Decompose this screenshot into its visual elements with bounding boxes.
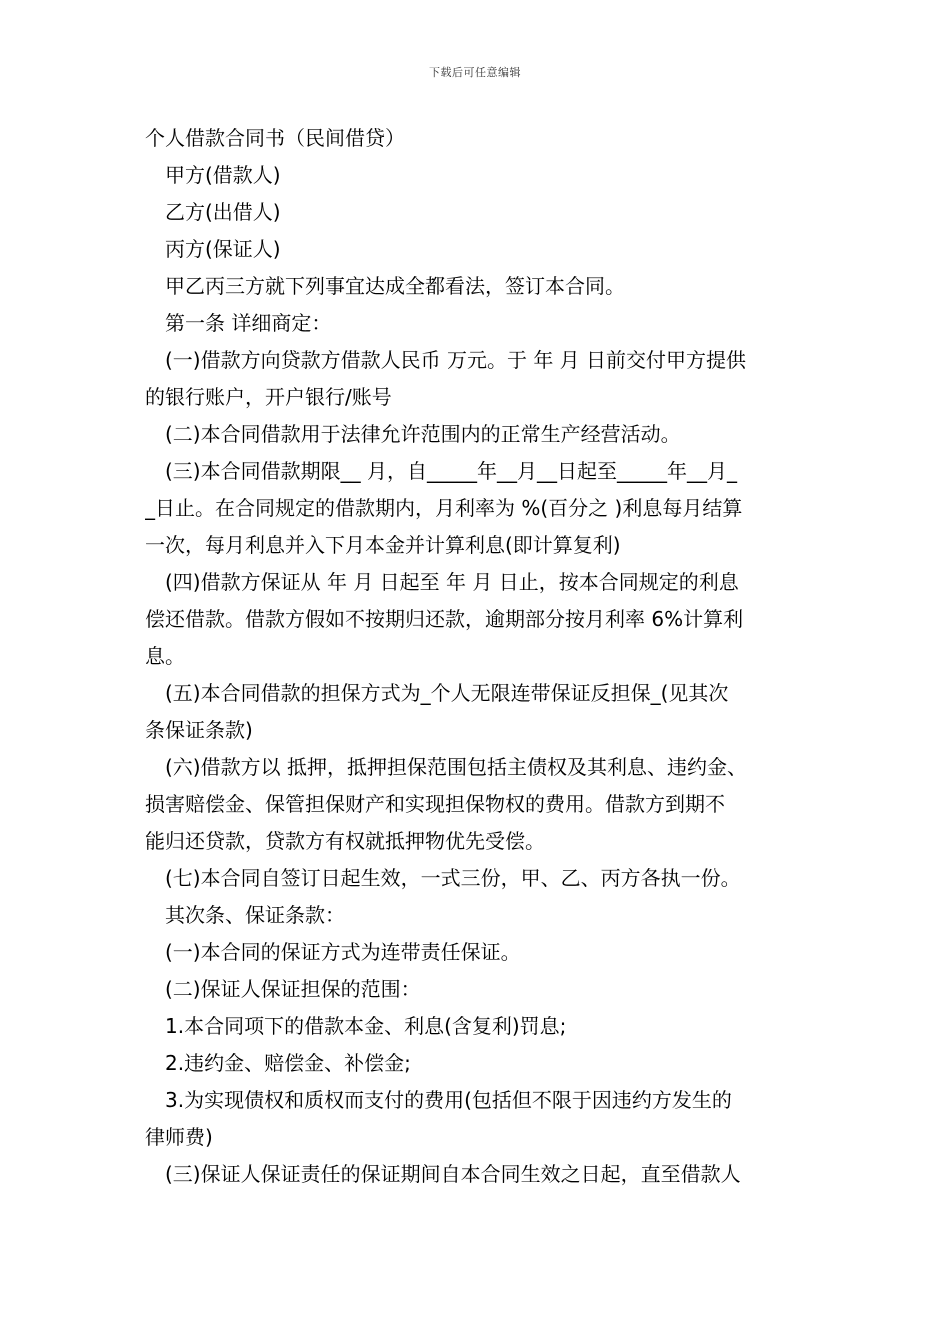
document-line: (六)借款方以 抵押，抵押担保范围包括主债权及其利息、违约金、 <box>165 755 747 779</box>
document-line: _日止。在合同规定的借款期内，月利率为 %(百分之 )利息每月结算 <box>145 496 743 520</box>
document-line: 甲乙丙三方就下列事宜达成全都看法，签订本合同。 <box>165 274 625 298</box>
document-line: 一次，每月利息并入下月本金并计算利息(即计算复利) <box>145 533 621 557</box>
document-line: 偿还借款。借款方假如不按期归还款，逾期部分按月利率 6%计算利 <box>145 607 744 631</box>
document-line: 3.为实现债权和质权而支付的费用(包括但不限于因违约方发生的 <box>165 1088 732 1112</box>
document-line: 甲方(借款人) <box>165 163 281 187</box>
document-line: 律师费) <box>145 1125 213 1149</box>
document-line: (七)本合同自签订日起生效，一式三份，甲、乙、丙方各执一份。 <box>165 866 741 890</box>
document-line: (一)借款方向贷款方借款人民币 万元。于 年 月 日前交付甲方提供 <box>165 348 747 372</box>
document-line: 条保证条款) <box>145 718 253 742</box>
document-body <box>145 120 810 1193</box>
document-line: 1.本合同项下的借款本金、利息(含复利)罚息; <box>165 1014 567 1038</box>
document-line: (三)保证人保证责任的保证期间自本合同生效之日起，直至借款人 <box>165 1162 741 1186</box>
document-line: 丙方(保证人) <box>165 237 281 261</box>
document-line: 损害赔偿金、保管担保财产和实现担保物权的费用。借款方到期不 <box>145 792 725 816</box>
document-line: (二)本合同借款用于法律允许范围内的正常生产经营活动。 <box>165 422 681 446</box>
document-line: (二)保证人保证担保的范围： <box>165 977 421 1001</box>
document-line: 息。 <box>145 644 185 668</box>
document-line: (五)本合同借款的担保方式为_个人无限连带保证反担保_(见其次 <box>165 681 729 705</box>
page-header-note: 下载后可任意编辑 <box>429 66 521 79</box>
document-line: 乙方(出借人) <box>165 200 281 224</box>
document-line: 能归还贷款，贷款方有权就抵押物优先受偿。 <box>145 829 545 853</box>
document-line: 的银行账户，开户银行/账号 <box>145 385 392 409</box>
document-line: 2.违约金、赔偿金、补偿金; <box>165 1051 411 1075</box>
document-line: 其次条、保证条款： <box>165 903 345 927</box>
document-line: 第一条 详细商定： <box>165 311 332 335</box>
document-line: (三)本合同借款期限__ 月，自_____年__月__日起至_____年__月_ <box>165 459 737 483</box>
document-line: (四)借款方保证从 年 月 日起至 年 月 日止，按本合同规定的利息 <box>165 570 739 594</box>
document-title: 个人借款合同书（民间借贷） <box>145 126 405 150</box>
document-line: (一)本合同的保证方式为连带责任保证。 <box>165 940 521 964</box>
